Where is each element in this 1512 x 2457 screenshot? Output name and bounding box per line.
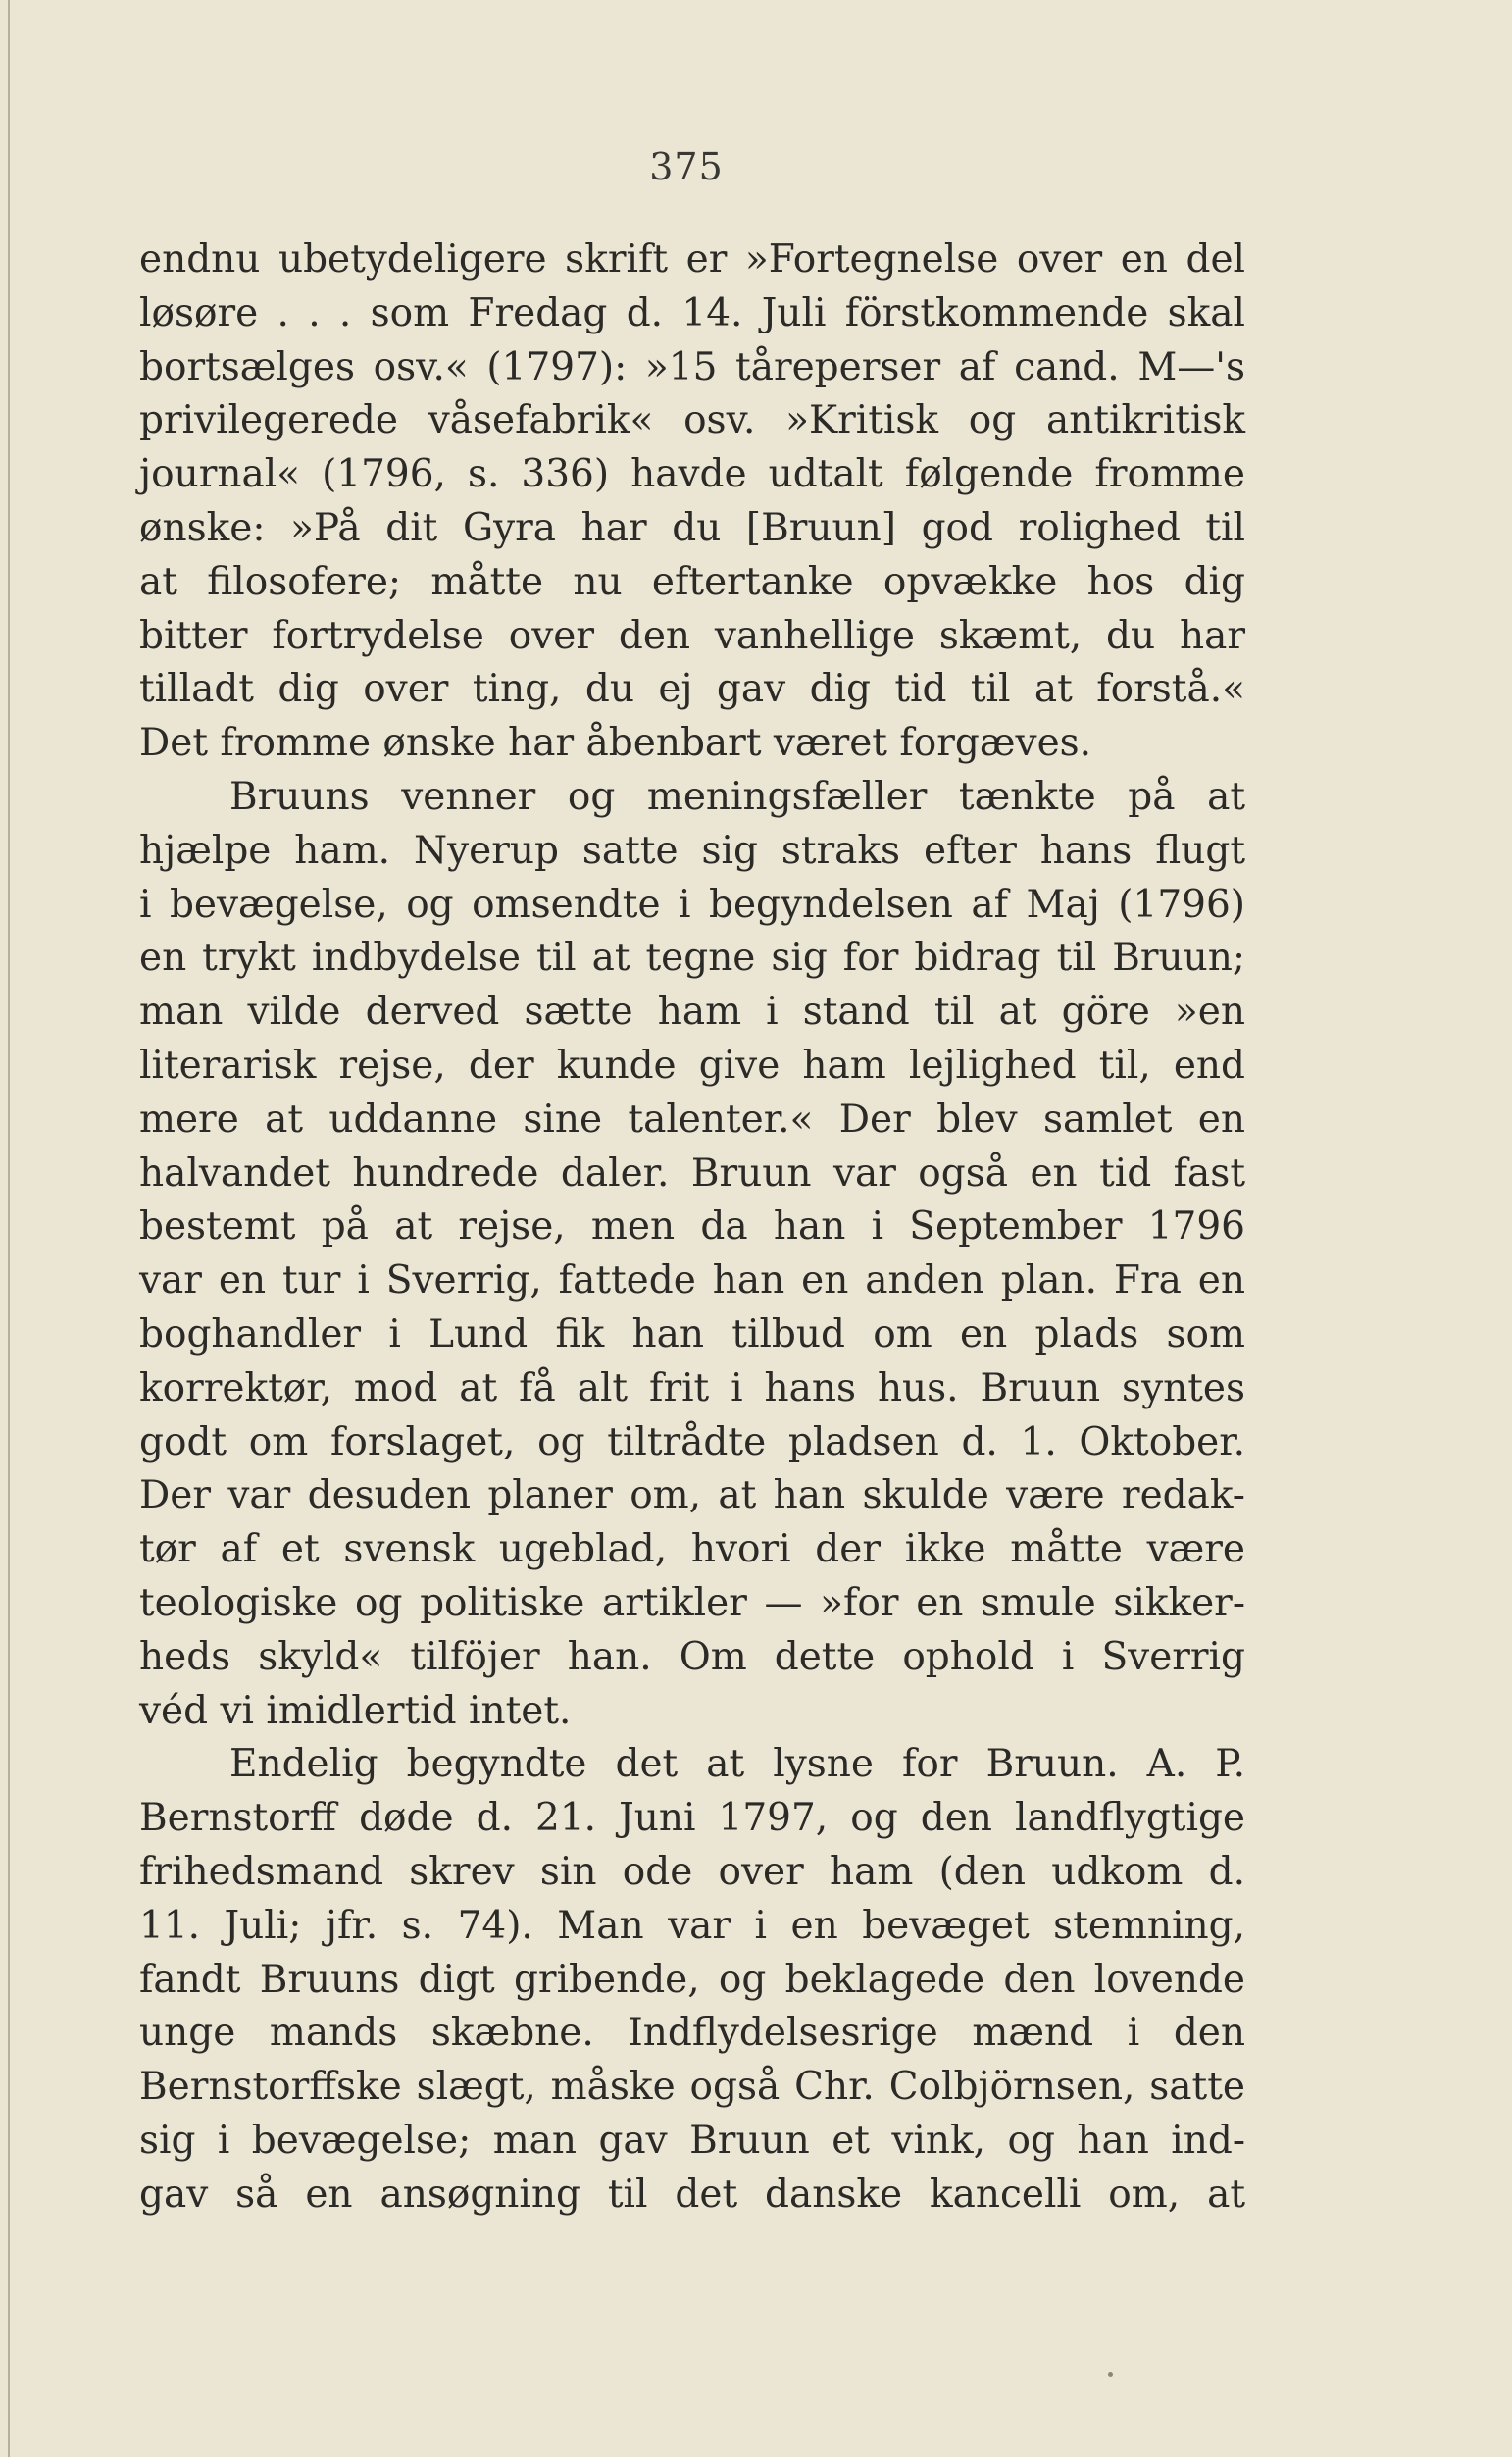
text-line: Bruuns venner og meningsfæller tænkte på at [229, 774, 1245, 819]
text-line: hjælpe ham. Nyerup satte sig straks efter hans flugt [139, 828, 1245, 873]
page-edge [8, 0, 10, 2457]
text-line: literarisk rejse, der kunde give ham lejlighed til, end [139, 1043, 1245, 1088]
text-line: var en tur i Sverrig, fattede han en anden plan. Fra en [139, 1258, 1245, 1304]
text-line: gav så en ansøgning til det danske kancelli om, at [139, 2172, 1245, 2217]
text-line: bortsælges osv.« (1797): »15 tåreperser af cand. M—'s [139, 344, 1245, 389]
text-line: tilladt dig over ting, du ej gav dig tid til at forstå.« [139, 667, 1245, 712]
text-line: halvandet hundrede daler. Bruun var også en tid fast [139, 1151, 1245, 1196]
text-line: teologiske og politiske artikler — »for en smule sikker- [139, 1580, 1245, 1625]
text-line: Bernstorff døde d. 21. Juni 1797, og den landflygtige [139, 1796, 1245, 1841]
text-line: unge mands skæbne. Indflydelsesrige mænd i den [139, 2011, 1245, 2056]
text-line: Bernstorffske slægt, måske også Chr. Colbjörnsen, satte [139, 2065, 1245, 2110]
text-line: boghandler i Lund fik han tilbud om en plads som [139, 1311, 1245, 1356]
text-line: ønske: »På dit Gyra har du [Bruun] god rolighed til [139, 505, 1245, 550]
text-line: frihedsmand skrev sin ode over ham (den udkom d. [139, 1849, 1245, 1894]
text-line: véd vi imidlertid intet. [139, 1688, 572, 1733]
text-line: 11. Juli; jfr. s. 74). Man var i en bevæget stemning, [139, 1903, 1245, 1948]
text-line: bestemt på at rejse, men da han i September 1796 [139, 1204, 1245, 1250]
body-text [139, 233, 1245, 2222]
text-line: fandt Bruuns digt gribende, og beklagede den lovende [139, 1957, 1245, 2002]
text-line: heds skyld« tilföjer han. Om dette ophold i Sverrig [139, 1634, 1245, 1679]
text-line: tør af et svensk ugeblad, hvori der ikke måtte være [139, 1527, 1245, 1572]
print-speck [1108, 2372, 1113, 2377]
text-line: at filosofere; måtte nu eftertanke opvække hos dig [139, 559, 1245, 604]
text-line: sig i bevægelse; man gav Bruun et vink, og han ind- [139, 2118, 1245, 2163]
text-line: endnu ubetydeligere skrift er »Fortegnelse over en del [139, 237, 1245, 282]
text-line: journal« (1796, s. 336) havde udtalt følgende fromme [139, 452, 1245, 497]
text-line: Der var desuden planer om, at han skulde være redak- [139, 1473, 1245, 1518]
text-line: Det fromme ønske har åbenbart været forgæves. [139, 721, 1092, 766]
text-line: man vilde derved sætte ham i stand til at göre »en [139, 990, 1245, 1035]
text-line: løsøre . . . som Fredag d. 14. Juli förstkommende skal [139, 290, 1245, 335]
text-line: Endelig begyndte det at lysne for Bruun. A. P. [229, 1742, 1245, 1787]
text-line: privilegerede våsefabrik« osv. »Kritisk og antikritisk [139, 398, 1245, 443]
text-line: bitter fortrydelse over den vanhellige skæmt, du har [139, 613, 1245, 658]
text-line: korrektør, mod at få alt frit i hans hus. Bruun syntes [139, 1365, 1245, 1410]
text-line: mere at uddanne sine talenter.« Der blev samlet en [139, 1097, 1245, 1142]
text-line: en trykt indbydelse til at tegne sig for bidrag til Bruun; [139, 936, 1245, 981]
text-line: godt om forslaget, og tiltrådte pladsen d. 1. Oktober. [139, 1419, 1245, 1464]
text-line: i bevægelse, og omsendte i begyndelsen af Maj (1796) [139, 882, 1245, 927]
page-number: 375 [649, 145, 724, 188]
